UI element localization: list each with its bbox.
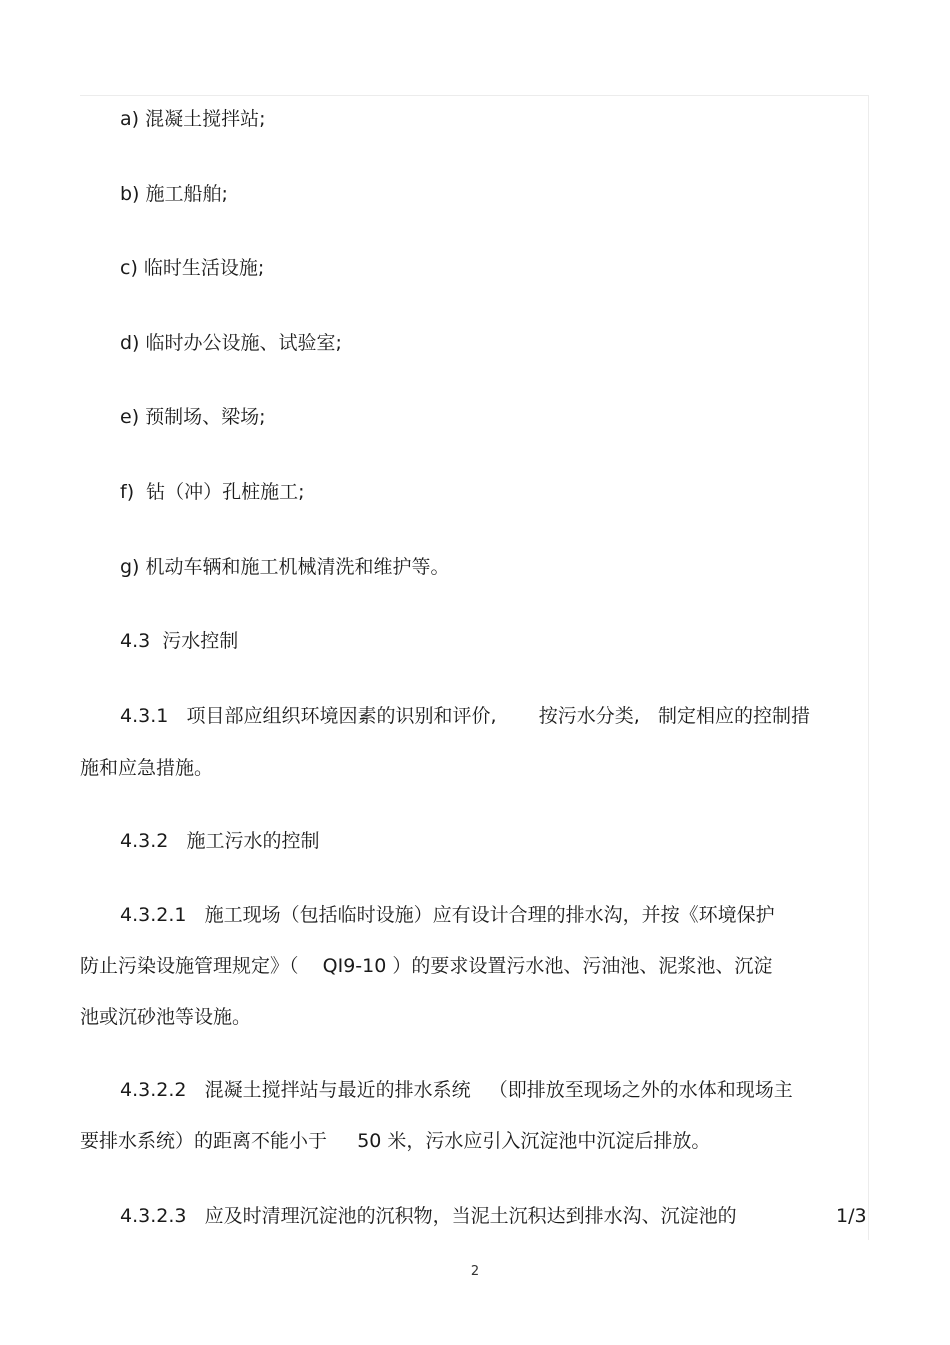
paragraph-4-3-1-line-2: 施和应急措施。 (80, 757, 214, 779)
page-number: 2 (470, 1264, 480, 1279)
paragraph-4-3-2-3-line-1: 4.3.2.3 应及时清理沉淀池的沉积物，当泥土沉积达到排水沟、沉淀池的 (120, 1205, 737, 1227)
section-heading-4-3: 4.3 污水控制 (120, 630, 239, 652)
paragraph-4-3-2-2-line-2: 要排水系统）的距离不能小于 50 米，污水应引入沉淀池中沉淀后排放。 (80, 1130, 711, 1152)
section-heading-4-3-2: 4.3.2 施工污水的控制 (120, 830, 320, 852)
paragraph-4-3-2-1-line-2: 防止污染设施管理规定》（ QI9-10 ）的要求设置污水池、污油池、泥浆池、沉淀 (80, 955, 773, 977)
paragraph-4-3-2-2-line-1: 4.3.2.2 混凝土搅拌站与最近的排水系统 （即排放至现场之外的水体和现场主 (120, 1079, 793, 1101)
list-item-b: b) 施工船舶; (120, 183, 228, 205)
list-item-g: g) 机动车辆和施工机械清洗和维护等。 (120, 556, 450, 578)
paragraph-4-3-1-line-1: 4.3.1 项目部应组织环境因素的识别和评价, 按污水分类, 制定相应的控制措 (120, 705, 810, 727)
list-item-e: e) 预制场、梁场; (120, 406, 266, 428)
list-item-d: d) 临时办公设施、试验室; (120, 332, 342, 354)
list-item-c: c) 临时生活设施; (120, 257, 265, 279)
paragraph-4-3-2-3-fraction: 1/3 (836, 1205, 867, 1227)
paragraph-4-3-2-1-line-1: 4.3.2.1 施工现场（包括临时设施）应有设计合理的排水沟，并按《环境保护 (120, 904, 775, 926)
list-item-f: f) 钻（冲）孔桩施工; (120, 481, 305, 503)
list-item-a: a) 混凝土搅拌站; (120, 108, 266, 130)
paragraph-4-3-2-1-line-3: 池或沉砂池等设施。 (80, 1006, 252, 1028)
